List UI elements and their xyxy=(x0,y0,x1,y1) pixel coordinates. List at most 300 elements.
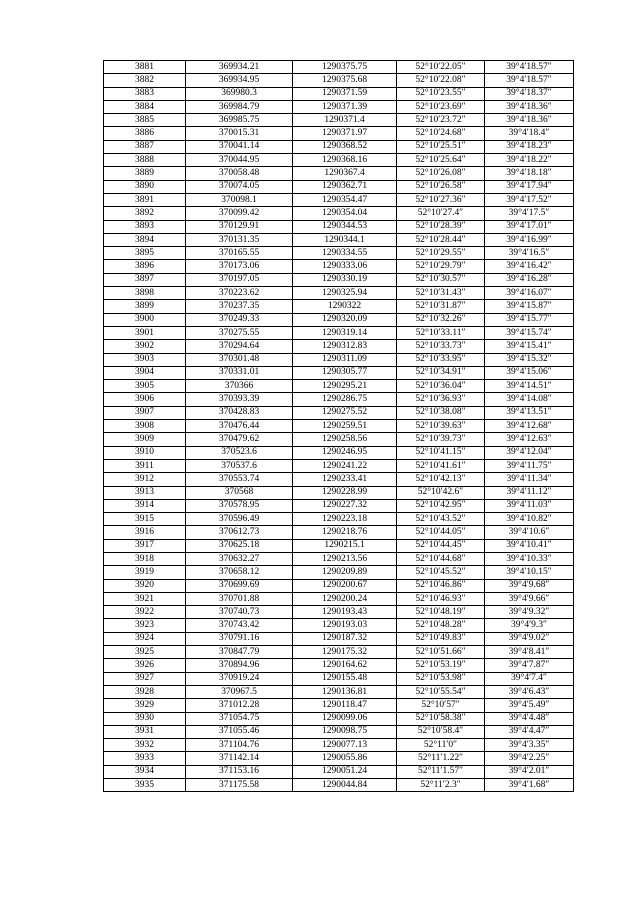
latitude-cell: 52°10′42.13″ xyxy=(397,473,485,486)
table-row xyxy=(104,420,574,433)
x-coordinate-cell: 371055.46 xyxy=(186,725,293,738)
longitude-cell: 39°4′16.42″ xyxy=(485,260,574,273)
table-row xyxy=(104,100,574,113)
longitude-cell: 39°4′18.36″ xyxy=(485,114,574,127)
x-coordinate-cell: 371054.75 xyxy=(186,712,293,725)
x-coordinate-cell: 370223.62 xyxy=(186,287,293,300)
table-row xyxy=(104,114,574,127)
longitude-cell: 39°4′18.18″ xyxy=(485,167,574,180)
x-coordinate-cell: 370523.6 xyxy=(186,446,293,459)
latitude-cell: 52°10′48.28″ xyxy=(397,619,485,632)
y-coordinate-cell: 1290258.56 xyxy=(293,433,397,446)
point-number-cell: 3932 xyxy=(104,739,186,752)
table-row xyxy=(104,646,574,659)
y-coordinate-cell: 1290275.52 xyxy=(293,406,397,419)
y-coordinate-cell: 1290371.59 xyxy=(293,87,397,100)
latitude-cell: 52°10′44.68″ xyxy=(397,552,485,565)
longitude-cell: 39°4′15.77″ xyxy=(485,313,574,326)
latitude-cell: 52°10′58.4″ xyxy=(397,725,485,738)
table-row xyxy=(104,473,574,486)
y-coordinate-cell: 1290344.1 xyxy=(293,233,397,246)
y-coordinate-cell: 1290320.09 xyxy=(293,313,397,326)
x-coordinate-cell: 370099.42 xyxy=(186,207,293,220)
table-row xyxy=(104,193,574,206)
longitude-cell: 39°4′15.41″ xyxy=(485,340,574,353)
x-coordinate-cell: 370701.88 xyxy=(186,592,293,605)
latitude-cell: 52°10′32.26″ xyxy=(397,313,485,326)
longitude-cell: 39°4′3.35″ xyxy=(485,739,574,752)
x-coordinate-cell: 370165.55 xyxy=(186,247,293,260)
point-number-cell: 3915 xyxy=(104,513,186,526)
x-coordinate-cell: 370568 xyxy=(186,486,293,499)
y-coordinate-cell: 1290098.75 xyxy=(293,725,397,738)
point-number-cell: 3924 xyxy=(104,632,186,645)
latitude-cell: 52°10′44.45″ xyxy=(397,539,485,552)
longitude-cell: 39°4′18.37″ xyxy=(485,87,574,100)
latitude-cell: 52°10′42.95″ xyxy=(397,499,485,512)
x-coordinate-cell: 370301.48 xyxy=(186,353,293,366)
longitude-cell: 39°4′11.12″ xyxy=(485,486,574,499)
latitude-cell: 52°10′53.98″ xyxy=(397,672,485,685)
table-row xyxy=(104,552,574,565)
longitude-cell: 39°4′14.08″ xyxy=(485,393,574,406)
x-coordinate-cell: 370098.1 xyxy=(186,193,293,206)
point-number-cell: 3919 xyxy=(104,566,186,579)
latitude-cell: 52°10′27.4″ xyxy=(397,207,485,220)
table-row xyxy=(104,154,574,167)
x-coordinate-cell: 371012.28 xyxy=(186,699,293,712)
longitude-cell: 39°4′10.33″ xyxy=(485,552,574,565)
point-number-cell: 3890 xyxy=(104,180,186,193)
table-row xyxy=(104,566,574,579)
latitude-cell: 52°10′22.05″ xyxy=(397,61,485,74)
x-coordinate-cell: 370625.18 xyxy=(186,539,293,552)
latitude-cell: 52°10′43.52″ xyxy=(397,513,485,526)
latitude-cell: 52°10′30.57″ xyxy=(397,273,485,286)
x-coordinate-cell: 370428.83 xyxy=(186,406,293,419)
y-coordinate-cell: 1290322 xyxy=(293,300,397,313)
latitude-cell: 52°10′41.61″ xyxy=(397,459,485,472)
table-row xyxy=(104,725,574,738)
table-row xyxy=(104,61,574,74)
y-coordinate-cell: 1290325.94 xyxy=(293,287,397,300)
x-coordinate-cell: 370967.5 xyxy=(186,685,293,698)
table-row xyxy=(104,433,574,446)
point-number-cell: 3893 xyxy=(104,220,186,233)
longitude-cell: 39°4′16.99″ xyxy=(485,233,574,246)
longitude-cell: 39°4′12.68″ xyxy=(485,420,574,433)
y-coordinate-cell: 1290227.32 xyxy=(293,499,397,512)
latitude-cell: 52°10′27.36″ xyxy=(397,193,485,206)
x-coordinate-cell: 370275.55 xyxy=(186,326,293,339)
table-row xyxy=(104,380,574,393)
table-row xyxy=(104,526,574,539)
longitude-cell: 39°4′10.82″ xyxy=(485,513,574,526)
longitude-cell: 39°4′15.32″ xyxy=(485,353,574,366)
x-coordinate-cell: 370058.48 xyxy=(186,167,293,180)
x-coordinate-cell: 370699.69 xyxy=(186,579,293,592)
longitude-cell: 39°4′12.63″ xyxy=(485,433,574,446)
latitude-cell: 52°10′26.08″ xyxy=(397,167,485,180)
latitude-cell: 52°10′25.51″ xyxy=(397,140,485,153)
point-number-cell: 3913 xyxy=(104,486,186,499)
y-coordinate-cell: 1290051.24 xyxy=(293,765,397,778)
longitude-cell: 39°4′17.94″ xyxy=(485,180,574,193)
table-row xyxy=(104,340,574,353)
table-row xyxy=(104,87,574,100)
longitude-cell: 39°4′5.49″ xyxy=(485,699,574,712)
longitude-cell: 39°4′12.04″ xyxy=(485,446,574,459)
latitude-cell: 52°10′46.93″ xyxy=(397,592,485,605)
latitude-cell: 52°11′0″ xyxy=(397,739,485,752)
longitude-cell: 39°4′6.43″ xyxy=(485,685,574,698)
table-row xyxy=(104,779,574,792)
latitude-cell: 52°10′26.58″ xyxy=(397,180,485,193)
table-row xyxy=(104,180,574,193)
y-coordinate-cell: 1290371.39 xyxy=(293,100,397,113)
longitude-cell: 39°4′4.48″ xyxy=(485,712,574,725)
y-coordinate-cell: 1290175.32 xyxy=(293,646,397,659)
x-coordinate-cell: 370249.33 xyxy=(186,313,293,326)
longitude-cell: 39°4′2.01″ xyxy=(485,765,574,778)
point-number-cell: 3891 xyxy=(104,193,186,206)
latitude-cell: 52°10′29.55″ xyxy=(397,247,485,260)
latitude-cell: 52°10′48.19″ xyxy=(397,606,485,619)
y-coordinate-cell: 1290136.81 xyxy=(293,685,397,698)
table-row xyxy=(104,233,574,246)
latitude-cell: 52°10′51.66″ xyxy=(397,646,485,659)
x-coordinate-cell: 369934.95 xyxy=(186,74,293,87)
point-number-cell: 3882 xyxy=(104,74,186,87)
x-coordinate-cell: 370658.12 xyxy=(186,566,293,579)
longitude-cell: 39°4′7.4″ xyxy=(485,672,574,685)
latitude-cell: 52°10′31.43″ xyxy=(397,287,485,300)
table-row xyxy=(104,659,574,672)
point-number-cell: 3927 xyxy=(104,672,186,685)
latitude-cell: 52°10′55.54″ xyxy=(397,685,485,698)
latitude-cell: 52°10′39.63″ xyxy=(397,420,485,433)
coordinates-table xyxy=(103,60,574,792)
longitude-cell: 39°4′18.4″ xyxy=(485,127,574,140)
x-coordinate-cell: 370740.73 xyxy=(186,606,293,619)
y-coordinate-cell: 1290200.67 xyxy=(293,579,397,592)
x-coordinate-cell: 370237.35 xyxy=(186,300,293,313)
point-number-cell: 3920 xyxy=(104,579,186,592)
table-row xyxy=(104,247,574,260)
table-row xyxy=(104,672,574,685)
longitude-cell: 39°4′18.57″ xyxy=(485,61,574,74)
point-number-cell: 3925 xyxy=(104,646,186,659)
x-coordinate-cell: 370578.95 xyxy=(186,499,293,512)
latitude-cell: 52°10′33.11″ xyxy=(397,326,485,339)
latitude-cell: 52°10′49.83″ xyxy=(397,632,485,645)
latitude-cell: 52°10′38.08″ xyxy=(397,406,485,419)
longitude-cell: 39°4′11.34″ xyxy=(485,473,574,486)
table-row xyxy=(104,592,574,605)
x-coordinate-cell: 369985.75 xyxy=(186,114,293,127)
latitude-cell: 52°10′25.64″ xyxy=(397,154,485,167)
longitude-cell: 39°4′13.51″ xyxy=(485,406,574,419)
latitude-cell: 52°10′34.91″ xyxy=(397,366,485,379)
table-row xyxy=(104,699,574,712)
point-number-cell: 3909 xyxy=(104,433,186,446)
table-row xyxy=(104,74,574,87)
point-number-cell: 3897 xyxy=(104,273,186,286)
y-coordinate-cell: 1290371.97 xyxy=(293,127,397,140)
point-number-cell: 3910 xyxy=(104,446,186,459)
table-row xyxy=(104,313,574,326)
point-number-cell: 3907 xyxy=(104,406,186,419)
latitude-cell: 52°10′36.04″ xyxy=(397,380,485,393)
table-row xyxy=(104,446,574,459)
point-number-cell: 3892 xyxy=(104,207,186,220)
point-number-cell: 3900 xyxy=(104,313,186,326)
y-coordinate-cell: 1290305.77 xyxy=(293,366,397,379)
x-coordinate-cell: 370894.96 xyxy=(186,659,293,672)
x-coordinate-cell: 370197.05 xyxy=(186,273,293,286)
table-row xyxy=(104,579,574,592)
y-coordinate-cell: 1290354.47 xyxy=(293,193,397,206)
point-number-cell: 3928 xyxy=(104,685,186,698)
point-number-cell: 3906 xyxy=(104,393,186,406)
point-number-cell: 3914 xyxy=(104,499,186,512)
point-number-cell: 3931 xyxy=(104,725,186,738)
longitude-cell: 39°4′10.15″ xyxy=(485,566,574,579)
x-coordinate-cell: 370393.39 xyxy=(186,393,293,406)
x-coordinate-cell: 371153.16 xyxy=(186,765,293,778)
point-number-cell: 3898 xyxy=(104,287,186,300)
longitude-cell: 39°4′9.32″ xyxy=(485,606,574,619)
y-coordinate-cell: 1290375.68 xyxy=(293,74,397,87)
latitude-cell: 52°10′53.19″ xyxy=(397,659,485,672)
table-row xyxy=(104,539,574,552)
y-coordinate-cell: 1290233.41 xyxy=(293,473,397,486)
x-coordinate-cell: 370366 xyxy=(186,380,293,393)
latitude-cell: 52°10′23.55″ xyxy=(397,87,485,100)
y-coordinate-cell: 1290259.51 xyxy=(293,420,397,433)
x-coordinate-cell: 370919.24 xyxy=(186,672,293,685)
table-row xyxy=(104,752,574,765)
table-row xyxy=(104,220,574,233)
y-coordinate-cell: 1290209.89 xyxy=(293,566,397,579)
table-row xyxy=(104,486,574,499)
table-row xyxy=(104,127,574,140)
point-number-cell: 3895 xyxy=(104,247,186,260)
x-coordinate-cell: 370553.74 xyxy=(186,473,293,486)
latitude-cell: 52°11′2.3″ xyxy=(397,779,485,792)
x-coordinate-cell: 370074.05 xyxy=(186,180,293,193)
longitude-cell: 39°4′16.28″ xyxy=(485,273,574,286)
table-row xyxy=(104,765,574,778)
point-number-cell: 3917 xyxy=(104,539,186,552)
point-number-cell: 3901 xyxy=(104,326,186,339)
table-row xyxy=(104,712,574,725)
y-coordinate-cell: 1290295.21 xyxy=(293,380,397,393)
y-coordinate-cell: 1290375.75 xyxy=(293,61,397,74)
table-row xyxy=(104,366,574,379)
table-row xyxy=(104,739,574,752)
y-coordinate-cell: 1290193.43 xyxy=(293,606,397,619)
point-number-cell: 3902 xyxy=(104,340,186,353)
point-number-cell: 3922 xyxy=(104,606,186,619)
x-coordinate-cell: 370041.14 xyxy=(186,140,293,153)
latitude-cell: 52°10′22.08″ xyxy=(397,74,485,87)
latitude-cell: 52°10′57″ xyxy=(397,699,485,712)
y-coordinate-cell: 1290218.76 xyxy=(293,526,397,539)
y-coordinate-cell: 1290368.16 xyxy=(293,154,397,167)
table-row xyxy=(104,619,574,632)
x-coordinate-cell: 370612.73 xyxy=(186,526,293,539)
x-coordinate-cell: 371175.58 xyxy=(186,779,293,792)
longitude-cell: 39°4′18.23″ xyxy=(485,140,574,153)
latitude-cell: 52°10′39.73″ xyxy=(397,433,485,446)
y-coordinate-cell: 1290155.48 xyxy=(293,672,397,685)
y-coordinate-cell: 1290312.83 xyxy=(293,340,397,353)
point-number-cell: 3923 xyxy=(104,619,186,632)
longitude-cell: 39°4′10.6″ xyxy=(485,526,574,539)
latitude-cell: 52°10′23.69″ xyxy=(397,100,485,113)
y-coordinate-cell: 1290055.86 xyxy=(293,752,397,765)
longitude-cell: 39°4′16.07″ xyxy=(485,287,574,300)
point-number-cell: 3896 xyxy=(104,260,186,273)
x-coordinate-cell: 370044.95 xyxy=(186,154,293,167)
y-coordinate-cell: 1290334.55 xyxy=(293,247,397,260)
point-number-cell: 3887 xyxy=(104,140,186,153)
x-coordinate-cell: 370476.44 xyxy=(186,420,293,433)
x-coordinate-cell: 370632.27 xyxy=(186,552,293,565)
longitude-cell: 39°4′17.52″ xyxy=(485,193,574,206)
point-number-cell: 3930 xyxy=(104,712,186,725)
longitude-cell: 39°4′18.22″ xyxy=(485,154,574,167)
latitude-cell: 52°10′44.05″ xyxy=(397,526,485,539)
x-coordinate-cell: 370791.16 xyxy=(186,632,293,645)
y-coordinate-cell: 1290164.62 xyxy=(293,659,397,672)
latitude-cell: 52°10′33.95″ xyxy=(397,353,485,366)
point-number-cell: 3889 xyxy=(104,167,186,180)
point-number-cell: 3908 xyxy=(104,420,186,433)
latitude-cell: 52°10′33.73″ xyxy=(397,340,485,353)
y-coordinate-cell: 1290330.19 xyxy=(293,273,397,286)
x-coordinate-cell: 370131.35 xyxy=(186,233,293,246)
latitude-cell: 52°10′28.44″ xyxy=(397,233,485,246)
point-number-cell: 3904 xyxy=(104,366,186,379)
longitude-cell: 39°4′16.5″ xyxy=(485,247,574,260)
longitude-cell: 39°4′9.02″ xyxy=(485,632,574,645)
point-number-cell: 3905 xyxy=(104,380,186,393)
latitude-cell: 52°10′29.79″ xyxy=(397,260,485,273)
table-row xyxy=(104,273,574,286)
longitude-cell: 39°4′9.66″ xyxy=(485,592,574,605)
x-coordinate-cell: 369980.3 xyxy=(186,87,293,100)
table-row xyxy=(104,459,574,472)
table-row xyxy=(104,685,574,698)
longitude-cell: 39°4′15.87″ xyxy=(485,300,574,313)
point-number-cell: 3911 xyxy=(104,459,186,472)
longitude-cell: 39°4′11.03″ xyxy=(485,499,574,512)
table-row xyxy=(104,260,574,273)
point-number-cell: 3912 xyxy=(104,473,186,486)
longitude-cell: 39°4′4.47″ xyxy=(485,725,574,738)
table-row xyxy=(104,326,574,339)
x-coordinate-cell: 369934.21 xyxy=(186,61,293,74)
point-number-cell: 3935 xyxy=(104,779,186,792)
point-number-cell: 3918 xyxy=(104,552,186,565)
y-coordinate-cell: 1290241.22 xyxy=(293,459,397,472)
point-number-cell: 3899 xyxy=(104,300,186,313)
table-row xyxy=(104,632,574,645)
x-coordinate-cell: 370537.6 xyxy=(186,459,293,472)
latitude-cell: 52°10′28.39″ xyxy=(397,220,485,233)
latitude-cell: 52°10′58.38″ xyxy=(397,712,485,725)
y-coordinate-cell: 1290193.03 xyxy=(293,619,397,632)
x-coordinate-cell: 370173.06 xyxy=(186,260,293,273)
latitude-cell: 52°10′23.72″ xyxy=(397,114,485,127)
table-row xyxy=(104,287,574,300)
y-coordinate-cell: 1290223.18 xyxy=(293,513,397,526)
latitude-cell: 52°10′24.68″ xyxy=(397,127,485,140)
latitude-cell: 52°10′41.15″ xyxy=(397,446,485,459)
x-coordinate-cell: 370294.64 xyxy=(186,340,293,353)
y-coordinate-cell: 1290077.13 xyxy=(293,739,397,752)
x-coordinate-cell: 370479.62 xyxy=(186,433,293,446)
y-coordinate-cell: 1290362.71 xyxy=(293,180,397,193)
point-number-cell: 3903 xyxy=(104,353,186,366)
y-coordinate-cell: 1290187.32 xyxy=(293,632,397,645)
y-coordinate-cell: 1290246.95 xyxy=(293,446,397,459)
y-coordinate-cell: 1290367.4 xyxy=(293,167,397,180)
longitude-cell: 39°4′1.68″ xyxy=(485,779,574,792)
y-coordinate-cell: 1290215.1 xyxy=(293,539,397,552)
longitude-cell: 39°4′17.01″ xyxy=(485,220,574,233)
longitude-cell: 39°4′2.25″ xyxy=(485,752,574,765)
x-coordinate-cell: 369984.79 xyxy=(186,100,293,113)
point-number-cell: 3888 xyxy=(104,154,186,167)
longitude-cell: 39°4′9.3″ xyxy=(485,619,574,632)
latitude-cell: 52°11′1.22″ xyxy=(397,752,485,765)
table-row xyxy=(104,207,574,220)
longitude-cell: 39°4′17.5″ xyxy=(485,207,574,220)
point-number-cell: 3934 xyxy=(104,765,186,778)
y-coordinate-cell: 1290371.4 xyxy=(293,114,397,127)
x-coordinate-cell: 371142.14 xyxy=(186,752,293,765)
table-row xyxy=(104,393,574,406)
y-coordinate-cell: 1290319.14 xyxy=(293,326,397,339)
x-coordinate-cell: 371104.76 xyxy=(186,739,293,752)
longitude-cell: 39°4′15.06″ xyxy=(485,366,574,379)
longitude-cell: 39°4′15.74″ xyxy=(485,326,574,339)
table-row xyxy=(104,167,574,180)
longitude-cell: 39°4′18.36″ xyxy=(485,100,574,113)
point-number-cell: 3921 xyxy=(104,592,186,605)
table-row xyxy=(104,353,574,366)
point-number-cell: 3929 xyxy=(104,699,186,712)
longitude-cell: 39°4′14.51″ xyxy=(485,380,574,393)
x-coordinate-cell: 370847.79 xyxy=(186,646,293,659)
point-number-cell: 3883 xyxy=(104,87,186,100)
y-coordinate-cell: 1290044.84 xyxy=(293,779,397,792)
y-coordinate-cell: 1290118.47 xyxy=(293,699,397,712)
table-row xyxy=(104,499,574,512)
longitude-cell: 39°4′10.41″ xyxy=(485,539,574,552)
longitude-cell: 39°4′18.57″ xyxy=(485,74,574,87)
latitude-cell: 52°10′36.93″ xyxy=(397,393,485,406)
table-row xyxy=(104,140,574,153)
point-number-cell: 3884 xyxy=(104,100,186,113)
latitude-cell: 52°10′46.86″ xyxy=(397,579,485,592)
longitude-cell: 39°4′11.75″ xyxy=(485,459,574,472)
y-coordinate-cell: 1290286.75 xyxy=(293,393,397,406)
point-number-cell: 3881 xyxy=(104,61,186,74)
